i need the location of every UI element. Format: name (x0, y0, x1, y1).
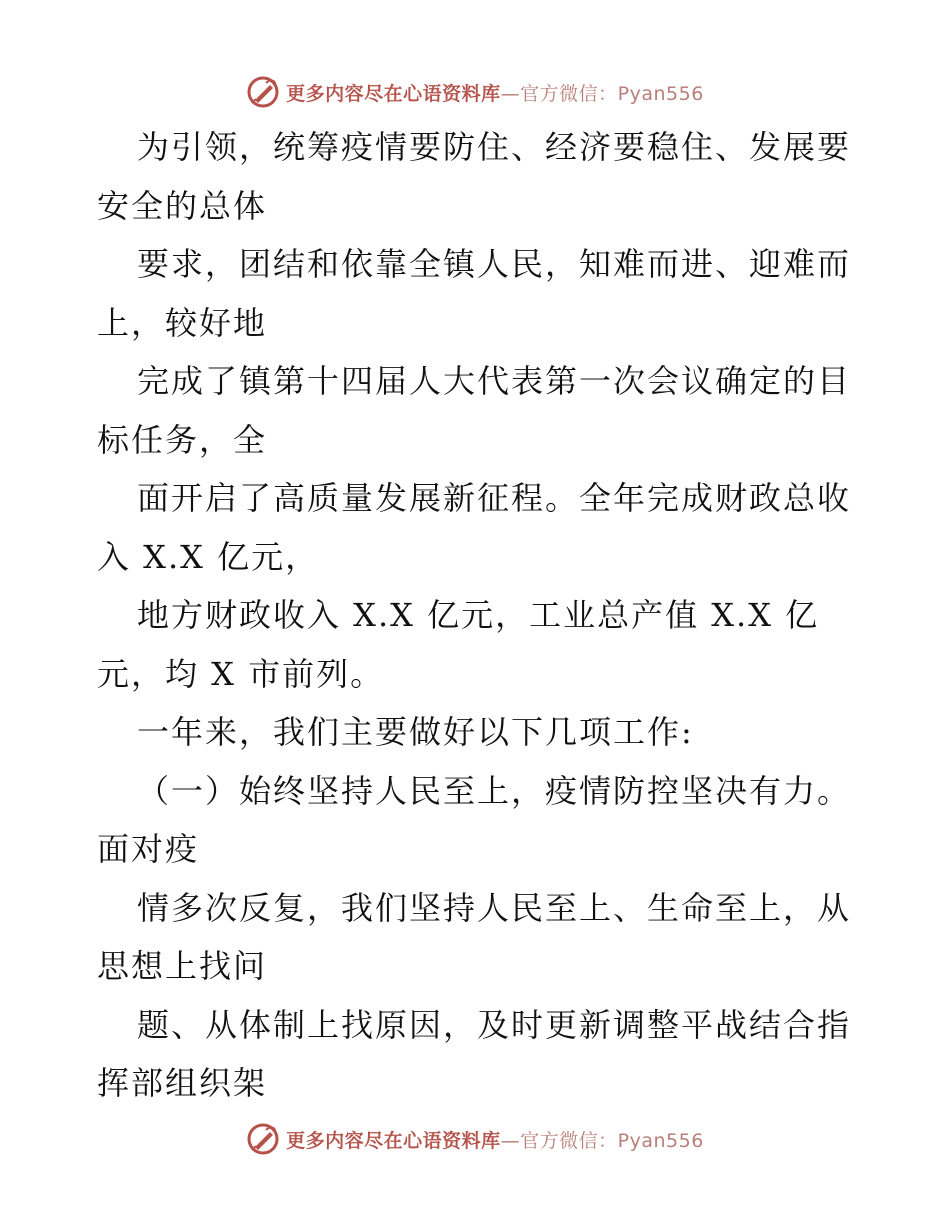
paragraph-7: （一）始终坚持人民至上，疫情防控坚决有力。面对疫 (97, 771, 852, 868)
document-body (97, 118, 857, 1113)
footer-watermark (0, 1119, 950, 1159)
paragraph-6: 一年来，我们主要做好以下几项工作: (137, 713, 694, 751)
footer-site-text: 更多内容尽在心语资料库 (286, 1129, 501, 1152)
footer-watermark-text (286, 1126, 704, 1153)
header-wechat-text: 官方微信：Pyan556 (520, 82, 704, 105)
paragraph-9: 题、从体制上找原因，及时更新调整平战结合指挥部组织架 (97, 1005, 852, 1102)
quill-logo-icon (246, 1122, 280, 1156)
paragraph-5: 地方财政收入 X.X 亿元，工业总产值 X.X 亿元，均 X 市前列。 (97, 596, 820, 693)
paragraph-4: 面开启了高质量发展新征程。全年完成财政总收入 X.X 亿元， (97, 479, 852, 576)
paragraph-2: 要求，团结和依靠全镇人民，知难而进、迎难而上，较好地 (97, 245, 852, 342)
paragraph-1: 为引领，统筹疫情要防住、经济要稳住、发展要安全的总体 (97, 128, 852, 225)
header-watermark (0, 72, 950, 112)
header-watermark-text (286, 79, 704, 106)
paragraph-3: 完成了镇第十四届人大代表第一次会议确定的目标任务，全 (97, 362, 852, 459)
header-site-text: 更多内容尽在心语资料库 (286, 82, 501, 105)
header-separator: — (500, 82, 521, 105)
footer-separator: — (500, 1129, 521, 1152)
paragraph-8: 情多次反复，我们坚持人民至上、生命至上，从思想上找问 (97, 888, 852, 985)
quill-logo-icon (246, 75, 280, 109)
footer-wechat-text: 官方微信：Pyan556 (520, 1129, 704, 1152)
